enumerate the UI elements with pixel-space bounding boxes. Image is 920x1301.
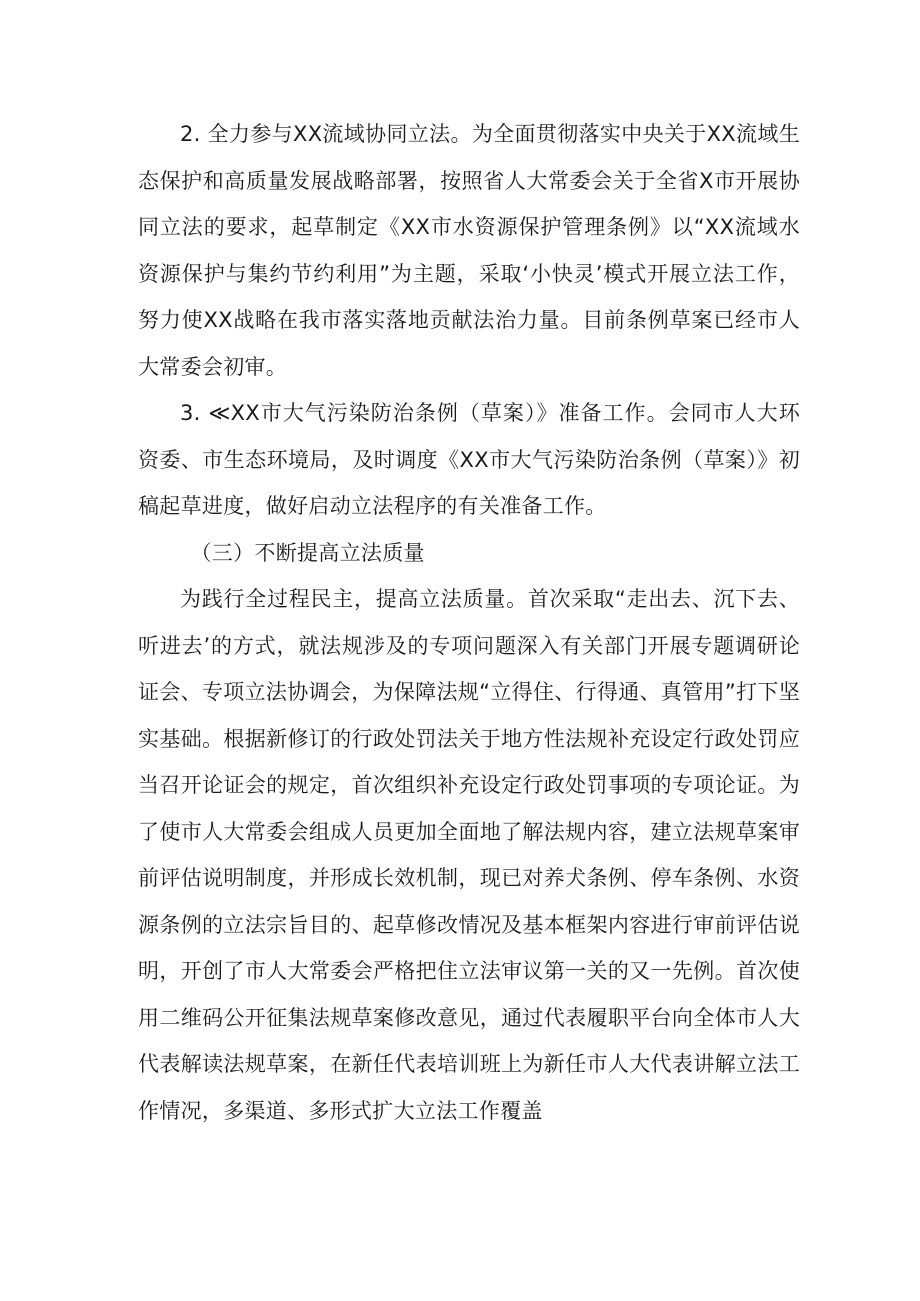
section-heading: （三）不断提高立法质量 — [190, 540, 425, 565]
paragraph-item-2: 2. 全力参与XX流域协同立法。为全面贯彻落实中央关于XX流域生态保护和高质量发展战略部署，按照省人大常委会关于全省X市开展协同立法的要求，起草制定《XX市水资源保护管理条例》以“XX流域水资源保护与集约节约利用”为主题，采取‘小快灵’模式开展立法工作， 努力使XX战略在我市落实落地贡献法治力量。目前条例草案已经市人大常委会初审。 — [138, 122, 800, 379]
paragraph-section-body: 为践行全过程民主，提高立法质量。首次采取“走出去、沉下去、听进去’的方式，就法规涉及的专项问题深入有关部门开展专题调研论证会、专项立法协调会，为保障法规“立得住、行得通、真管用”打下坚实基础。根据新修订的行政处罚法关于地方性法规补充设定行政处罚应当召开论证会的规定，首次组织补充设定行政处罚事项的专项论证。为了使市人大常委会组成人员更加全面地了解法规内容，建立法规草案审前评估说明制度，并形成长效机制，现已对养犬条例、停车条例、水资源条例的立法宗旨目的、起草修改情况及基本框架内容进行审前评估说明，开创了市人大常委会严格把住立法审议第一关的又一先例。首次使用二维码公开征集法规草案修改意见，通过代表履职平台向全体市人大代表解读法规草案，在新任代表培训班上为新任市人大代表讲解立法工作情况，多渠道、多形式扩大立法工作覆盖 — [138, 587, 800, 1123]
paragraph-item-3: 3. ≪XX市大气污染防治条例（草案）》准备工作。会同市人大环资委、市生态环境局，及时调度《XX市大气污染防治条例（草案）》初稿起草进度，做好启动立法程序的有关准备工作。 — [138, 401, 800, 518]
document-body — [138, 111, 800, 1134]
